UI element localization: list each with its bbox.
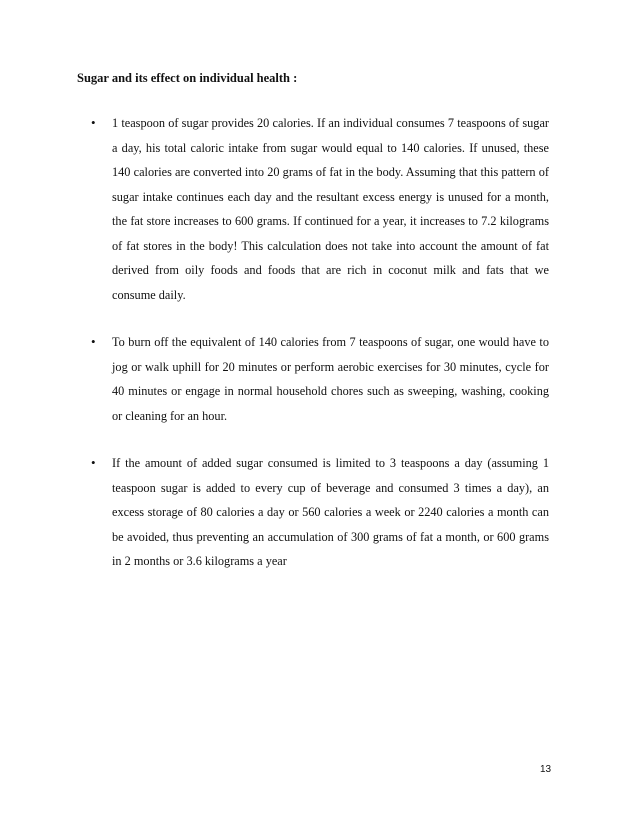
bullet-text: If the amount of added sugar consumed is limited to 3 teaspoons a day (assuming 1 teaspoon sugar is added to every cup of beverage and consumed 3 times a day), an excess storage of 80 calories a day or 560 calories a week or 2240 calories a month can be avoided, thus preventing an accumulation of 300 grams of fat a month, or 600 grams in 2 months or 3.6 kilograms a year [112, 456, 549, 568]
bullet-item-exercise [77, 330, 549, 428]
bullet-icon: • [91, 115, 96, 130]
page-number: 13 [540, 764, 552, 775]
bullet-text: To burn off the equivalent of 140 calories from 7 teaspoons of sugar, one would have to jog or walk uphill for 20 minutes or perform aerobic exercises for 30 minutes, cycle for 40 minutes or engage in normal household chores such as sweeping, washing, cooking or cleaning for an hour. [112, 335, 549, 423]
section-heading: Sugar and its effect on individual health : [77, 71, 298, 85]
bullet-icon: • [91, 334, 96, 349]
bullet-text: 1 teaspoon of sugar provides 20 calories. If an individual consumes 7 teaspoons of sugar a day, his total caloric intake from sugar would equal to 140 calories. If unused, these 140 calories are converted into 20 grams of fat in the body. Assuming that this pattern of sugar intake continues each day and the resultant excess energy is unused for a month, the fat store increases to 600 grams. If continued for a year, it increases to 7.2 kilograms of fat stores in the body! This calculation does not take into account the amount of fat derived from oily foods and foods that are rich in coconut milk and fats that we consume daily. [112, 116, 549, 302]
bullet-icon: • [91, 455, 96, 470]
bullet-item-calories [77, 111, 549, 307]
bullet-item-limit [77, 451, 549, 574]
bullet-list [77, 111, 549, 597]
